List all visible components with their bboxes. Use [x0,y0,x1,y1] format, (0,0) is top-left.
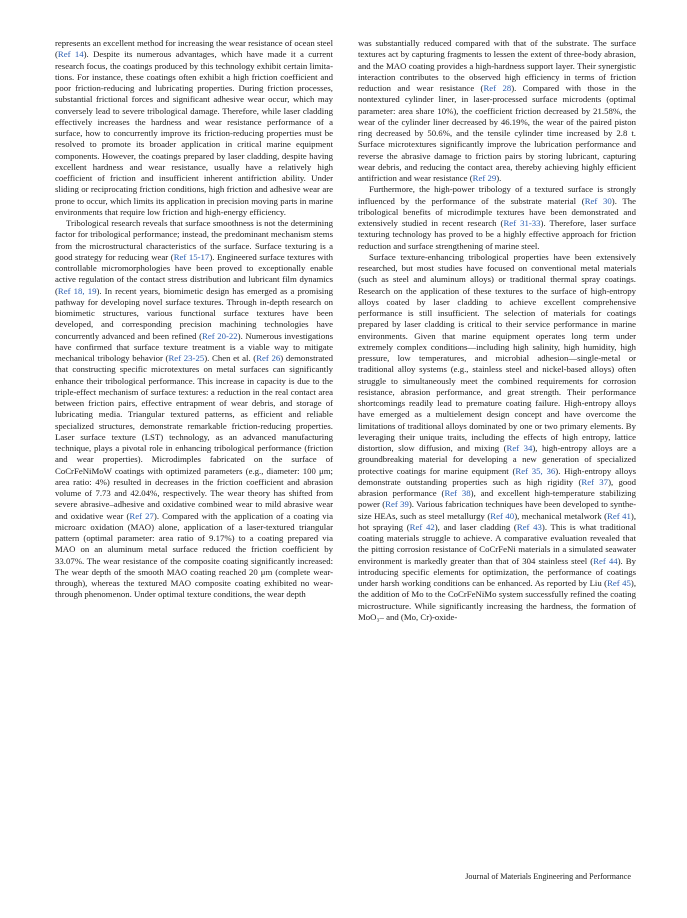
body-paragraph [358,38,636,184]
paragraph-text: ), the addition of Mo to the CoCrFeNiMo system successfully refined the coating microstructure. While significantly increasing the hardness, the formation of MoO₃– and (Mo, Cr)-oxide- [358,578,637,622]
paragraph-text: was substantially reduced compared with that of the substrate. The surface textures act by capturing fragments to lessen the extent of three-body abrasion, and the MAO coating provides a high-hardness support layer. Their synergistic interaction contributes to the observed high efficiency in terms of friction reduction and wear resistance ( [358,38,636,93]
paragraph-text: ). Numerous investigations have confirmed that surface texture treatment is a viable way to mitigate mechanical tribology behavior ( [55,330,333,363]
reference-link[interactable]: Ref 44 [593,555,618,566]
paragraph-text: ), good abrasion performance ( [358,476,636,498]
reference-link[interactable]: Ref 20-22 [202,330,238,341]
reference-link[interactable]: Ref 28 [483,83,512,93]
reference-link[interactable]: Ref 34 [506,443,533,453]
paragraph-text: ), and excellent high-temperature stabilizing power ( [358,488,637,510]
paragraph-text: ). Compared with those in the nontextured cylinder liner, in laser-processed surface microdents (optimal parameter: area share 10%), the coefficient friction decreased by 21.58%, the wear of the cylinder liner decreased by 46.19%, the wear of the paired piston ring decreased by 50.6%, and the tensile cylinder time increased by 2.8 t. Surface microtextures significantly improve the lubrication performance and reverse the abrasive damage to friction pairs by storing lubricant, capturing wear debris, and reducing the contact area, thereby achieving highly efficient antifriction and wear resistance ( [358,83,636,183]
paragraph-text: ). Therefore, laser surface texturing technology has proved to be a highly effective approach for friction reduction and surface strengthening of marine steel. [358,218,636,251]
reference-link[interactable]: Ref 15-17 [173,251,210,262]
right-text-column [358,38,636,623]
paragraph-text: ). In recent years, biomimetic design has emerged as a promising pathway for developing novel surface textures. Through in-depth research on biomimetic structures, various functional surface textures have been developed, and corresponding precision machining technologies have concurrently advanced and been refined ( [55,285,333,341]
reference-link[interactable]: Ref 31-33 [503,218,541,228]
reference-link[interactable]: Ref 38 [444,488,471,498]
paragraph-text: ). Various fabrication techniques have been developed to synthesize HEAs, such as steel metallurgy ( [358,499,636,521]
paragraph-text: ). Compared with the application of a coating via microarc oxidation (MAO) alone, application of a laser-textured triangular pattern (optimal parameter: area ratio of 9.17%) to a coating prepared via MAO on an aluminum metal surface reduced the friction coefficient by 33.07%. The wear resistance of the composite coating significantly increased: The wear depth of the smooth MAO coating reached 20 μm (complete wear-through), whereas the textured MAO composite coating exhibited no wear-through phenomenon. Under optimal texture conditions, the wear depth [55,510,333,600]
reference-link[interactable]: Ref 35, 36 [515,465,556,476]
paragraph-text: ). The tribological benefits of microdimple textures have been demonstrated and extensively studied in recent research ( [358,195,637,228]
paragraph-text: ). Chen et al. ( [204,353,257,363]
reference-link[interactable]: Ref 43 [516,521,542,532]
body-paragraph [358,252,636,623]
reference-link[interactable]: Ref 40 [490,510,515,521]
paragraph-text: ), high-entropy alloys are a groundbreaking material for developing a new generation of specialized protective coatings for marine equipment ( [358,443,636,476]
paragraph-text: ). This is what traditional coating materials struggle to achieve. A comparative evaluation revealed that the pitting corrosion resistance of CoCrFeNi materials in a simulated seawater environment is markedly greater than that of 304 stainless steel ( [358,521,637,566]
reference-link[interactable]: Ref 37 [581,476,609,487]
reference-link[interactable]: Ref 42 [409,521,435,532]
paragraph-text: ), mechanical metalwork ( [514,510,607,521]
paragraph-text: Tribological research reveals that surface smoothness is not the determining factor for tribological performance; instead, the predominant mechanism stems from the microstructural characteristics of the surface. Surface texturing is a good strategy for reducing wear ( [55,218,333,262]
reference-link[interactable]: Ref 39 [385,499,409,510]
body-paragraph [55,38,333,218]
paragraph-text: represents an excellent method for increasing the wear resistance of ocean steel ( [55,38,333,60]
paragraph-text: Surface texture-enhancing tribological properties have been extensively researched, but most studies have focused on conventional metal materials (such as steel and aluminum alloys) or traditional thermal spray coatings. Research on the application of these textures to the surface of high-entropy alloys coated by laser cladding to achieve excellent comprehensive performance is still insufficient. The selection of materials for coatings prepared by laser cladding is critical to their service performance in marine environments. Given that marine equipment operates long term under extremely complex conditions—including high salinity, high humidity, high pressure, low temperatures, and microbial adhesion—single-metal or traditional alloy systems (e.g., stainless steel and nickel-based alloys) often struggle to simultaneously meet the combined requirements for corrosion resistance, abrasion performance, and great strength. Their performance shortcomings readily lead to premature coating failure. High-entropy alloys have emerged as a multielement design concept and have overcome the limitations of traditional alloys dominated by one or two primary elements. By leveraging their unique traits, including the effects of high entropy, lattice distortion, slow diffusion, and mixing ( [358,251,636,453]
paragraph-text: ) demonstrated that constructing specific microtextures on metal surfaces can significantly enhance their tribological performance. This increase in capacity is due to the triple-effect mechanism of surface textures: a reduction in the real contact area between friction pairs, effective entrapment of wear debris, and storage of lubricating media. Triangular textured patterns, as efficient and reliable specialized structures, demonstrate remarkable friction-reducing properties. Laser surface texture (LST) technology, as an advanced manufacturing technique, plays a pivotal role in enhancing tribological performance (friction and wear properties). Microdimples fabricated on the surface of CoCrFeNiMoW coatings with optimized parameters (e.g., diameter: 100 μm; area ratio: 4%) resulted in decreases in the friction coefficient and abrasion volume of 7.73 and 42.04%, respectively. The wear theory has shifted from severe abrasive–adhesive and oxidative combined wear to mild abrasive wear and oxidative wear ( [55,353,333,521]
reference-link[interactable]: Ref 29 [472,173,497,183]
left-text-column [55,38,333,601]
paragraph-text: ), hot spraying ( [358,510,637,532]
paragraph-text: ). By introducing specific elements for optimization, the performance of coatings under harsh working conditions can be enhanced. As reported by Liu ( [358,555,637,588]
reference-link[interactable]: Ref 45 [607,578,631,588]
paragraph-text: Furthermore, the high-power tribology of a textured surface is strongly influenced by the performance of the substrate material ( [358,184,636,206]
reference-link[interactable]: Ref 18, 19 [57,285,97,296]
journal-footer: Journal of Materials Engineering and Performance [465,872,631,881]
body-paragraph [55,218,333,601]
paragraph-text: ). High-entropy alloys demonstrate outstanding properties such as high rigidity ( [358,465,636,487]
reference-link[interactable]: Ref 26 [256,353,281,363]
paragraph-text: ), and laser cladding ( [434,521,517,532]
body-paragraph [358,184,636,252]
paragraph-text: ). Engineered surface textures with controllable micromorphologies have been proved to exceptionally enable active regulation of the contact stress distribution and lubricant film dynamics ( [55,251,333,296]
reference-link[interactable]: Ref 41 [607,510,631,521]
reference-link[interactable]: Ref 30 [584,195,612,206]
paragraph-text: ). [496,173,502,183]
paragraph-text: ). Despite its numerous advantages, which have made it a current research focus, the coatings produced by this technology exhibit certain limitations. For instance, these coatings often exhibit a high friction coefficient and poor friction-reducing and lubricating properties. During friction processes, substantial frictional forces and significant adhesive wear occur, which may conversely lead to severe tribological damage. Therefore, while laser cladding effectively increases the hardness and wear resistance performance of a surface, how to concurrently improve its friction-reducing properties must be resolved to promote its broader application in critical marine equipment components. However, the coatings prepared by laser cladding, despite having excellent hardness and wear resistance, usually have a relatively high coefficient of friction and insufficient inherent antifriction ability. Under sliding or reciprocating friction conditions, high friction and adhesive wear are prone to occur, which limits its application in precision moving parts in marine environments that require low friction and high-energy efficiency. [55,49,333,217]
reference-link[interactable]: Ref 23-25 [168,353,205,363]
reference-link[interactable]: Ref 27 [129,510,154,521]
reference-link[interactable]: Ref 14 [57,49,84,60]
